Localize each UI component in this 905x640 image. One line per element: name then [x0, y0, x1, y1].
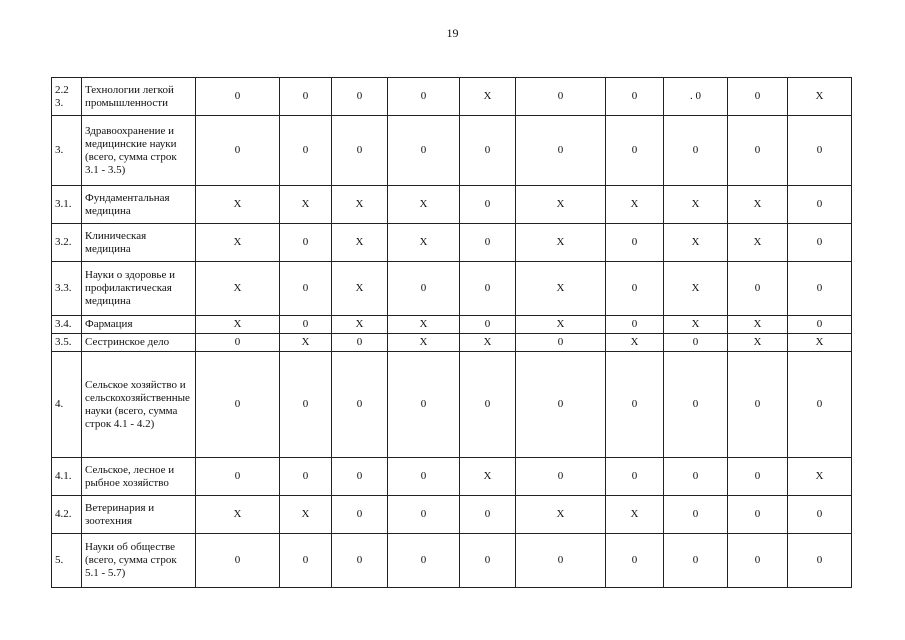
row-code: 3.1.: [52, 186, 82, 224]
value-cell: 0: [332, 78, 388, 116]
value-cell: Х: [332, 262, 388, 316]
value-cell: Х: [280, 186, 332, 224]
value-cell: 0: [388, 116, 460, 186]
row-code: 3.5.: [52, 334, 82, 352]
row-code: 4.: [52, 352, 82, 458]
table-row: [52, 262, 852, 316]
value-cell: Х: [516, 186, 606, 224]
value-cell: 0: [728, 262, 788, 316]
value-cell: 0: [460, 186, 516, 224]
table-row: [52, 458, 852, 496]
row-name: Здравоохранение и медицинские науки (всего, сумма строк 3.1 - 3.5): [82, 116, 196, 186]
row-name: Сестринское дело: [82, 334, 196, 352]
value-cell: 0: [728, 458, 788, 496]
value-cell: 0: [516, 116, 606, 186]
value-cell: 0: [516, 458, 606, 496]
value-cell: Х: [196, 496, 280, 534]
value-cell: 0: [788, 116, 852, 186]
value-cell: Х: [664, 262, 728, 316]
row-code: 4.2.: [52, 496, 82, 534]
value-cell: Х: [788, 458, 852, 496]
table-row: [52, 116, 852, 186]
value-cell: 0: [196, 334, 280, 352]
value-cell: 0: [728, 352, 788, 458]
value-cell: Х: [664, 316, 728, 334]
row-name: Фармация: [82, 316, 196, 334]
value-cell: 0: [728, 534, 788, 588]
value-cell: Х: [728, 186, 788, 224]
value-cell: 0: [664, 334, 728, 352]
value-cell: 0: [788, 186, 852, 224]
value-cell: 0: [728, 78, 788, 116]
value-cell: 0: [664, 458, 728, 496]
value-cell: 0: [606, 534, 664, 588]
value-cell: 0: [664, 116, 728, 186]
value-cell: Х: [332, 224, 388, 262]
value-cell: Х: [606, 334, 664, 352]
table-row: [52, 334, 852, 352]
value-cell: 0: [606, 316, 664, 334]
value-cell: 0: [388, 78, 460, 116]
value-cell: Х: [516, 224, 606, 262]
value-cell: 0: [516, 352, 606, 458]
value-cell: 0: [788, 352, 852, 458]
value-cell: Х: [388, 224, 460, 262]
value-cell: Х: [664, 224, 728, 262]
table-row: [52, 224, 852, 262]
value-cell: Х: [516, 496, 606, 534]
value-cell: 0: [788, 262, 852, 316]
value-cell: Х: [280, 496, 332, 534]
value-cell: Х: [388, 334, 460, 352]
value-cell: Х: [460, 334, 516, 352]
value-cell: 0: [460, 224, 516, 262]
value-cell: 0: [196, 534, 280, 588]
value-cell: 0: [728, 116, 788, 186]
row-name: Науки о здоровье и профилактическая медицина: [82, 262, 196, 316]
value-cell: Х: [788, 78, 852, 116]
table-row: [52, 496, 852, 534]
value-cell: 0: [606, 78, 664, 116]
value-cell: 0: [788, 534, 852, 588]
row-name: Сельское, лесное и рыбное хозяйство: [82, 458, 196, 496]
value-cell: 0: [196, 78, 280, 116]
value-cell: Х: [606, 496, 664, 534]
value-cell: 0: [516, 334, 606, 352]
row-name: Клиническая медицина: [82, 224, 196, 262]
value-cell: 0: [332, 334, 388, 352]
value-cell: 0: [280, 534, 332, 588]
table-row: [52, 78, 852, 116]
row-code: 2.2 3.: [52, 78, 82, 116]
value-cell: Х: [664, 186, 728, 224]
value-cell: Х: [332, 316, 388, 334]
value-cell: 0: [280, 352, 332, 458]
value-cell: Х: [196, 186, 280, 224]
value-cell: 0: [460, 534, 516, 588]
value-cell: 0: [664, 534, 728, 588]
value-cell: 0: [664, 352, 728, 458]
value-cell: 0: [516, 534, 606, 588]
value-cell: 0: [196, 116, 280, 186]
value-cell: 0: [460, 352, 516, 458]
value-cell: 0: [788, 316, 852, 334]
value-cell: 0: [606, 458, 664, 496]
value-cell: 0: [606, 116, 664, 186]
value-cell: 0: [460, 496, 516, 534]
row-name: Науки об обществе (всего, сумма строк 5.1 - 5.7): [82, 534, 196, 588]
value-cell: 0: [516, 78, 606, 116]
table-row: [52, 534, 852, 588]
value-cell: 0: [460, 116, 516, 186]
value-cell: 0: [196, 458, 280, 496]
value-cell: Х: [728, 224, 788, 262]
value-cell: 0: [280, 316, 332, 334]
value-cell: 0: [332, 496, 388, 534]
value-cell: Х: [728, 316, 788, 334]
row-code: 3.3.: [52, 262, 82, 316]
value-cell: 0: [388, 262, 460, 316]
table-row: [52, 316, 852, 334]
value-cell: 0: [388, 352, 460, 458]
table-row: [52, 186, 852, 224]
value-cell: Х: [196, 224, 280, 262]
value-cell: 0: [460, 262, 516, 316]
value-cell: 0: [196, 352, 280, 458]
value-cell: 0: [332, 458, 388, 496]
value-cell: Х: [788, 334, 852, 352]
row-code: 3.: [52, 116, 82, 186]
value-cell: 0: [788, 224, 852, 262]
value-cell: 0: [606, 224, 664, 262]
row-code: 3.4.: [52, 316, 82, 334]
row-code: 5.: [52, 534, 82, 588]
value-cell: 0: [460, 316, 516, 334]
row-code: 4.1.: [52, 458, 82, 496]
value-cell: 0: [606, 262, 664, 316]
value-cell: Х: [196, 316, 280, 334]
value-cell: Х: [280, 334, 332, 352]
value-cell: Х: [460, 78, 516, 116]
value-cell: 0: [388, 496, 460, 534]
value-cell: Х: [516, 262, 606, 316]
value-cell: 0: [388, 458, 460, 496]
row-code: 3.2.: [52, 224, 82, 262]
value-cell: 0: [332, 352, 388, 458]
value-cell: Х: [388, 186, 460, 224]
value-cell: Х: [388, 316, 460, 334]
value-cell: 0: [388, 534, 460, 588]
value-cell: 0: [664, 496, 728, 534]
value-cell: 0: [728, 496, 788, 534]
page-number: 19: [446, 26, 459, 40]
value-cell: 0: [332, 116, 388, 186]
row-name: Ветеринария и зоотехния: [82, 496, 196, 534]
value-cell: 0: [788, 496, 852, 534]
value-cell: . 0: [664, 78, 728, 116]
value-cell: Х: [460, 458, 516, 496]
value-cell: 0: [332, 534, 388, 588]
data-table: [51, 77, 852, 588]
value-cell: Х: [196, 262, 280, 316]
value-cell: Х: [606, 186, 664, 224]
value-cell: Х: [728, 334, 788, 352]
value-cell: 0: [280, 116, 332, 186]
row-name: Фундаментальная медицина: [82, 186, 196, 224]
value-cell: Х: [332, 186, 388, 224]
value-cell: 0: [280, 78, 332, 116]
value-cell: 0: [280, 224, 332, 262]
row-name: Сельское хозяйство и сельскохозяйственные науки (всего, сумма строк 4.1 - 4.2): [82, 352, 196, 458]
row-name: Технологии легкой промышленности: [82, 78, 196, 116]
value-cell: 0: [280, 262, 332, 316]
value-cell: Х: [516, 316, 606, 334]
value-cell: 0: [606, 352, 664, 458]
table-row: [52, 352, 852, 458]
value-cell: 0: [280, 458, 332, 496]
